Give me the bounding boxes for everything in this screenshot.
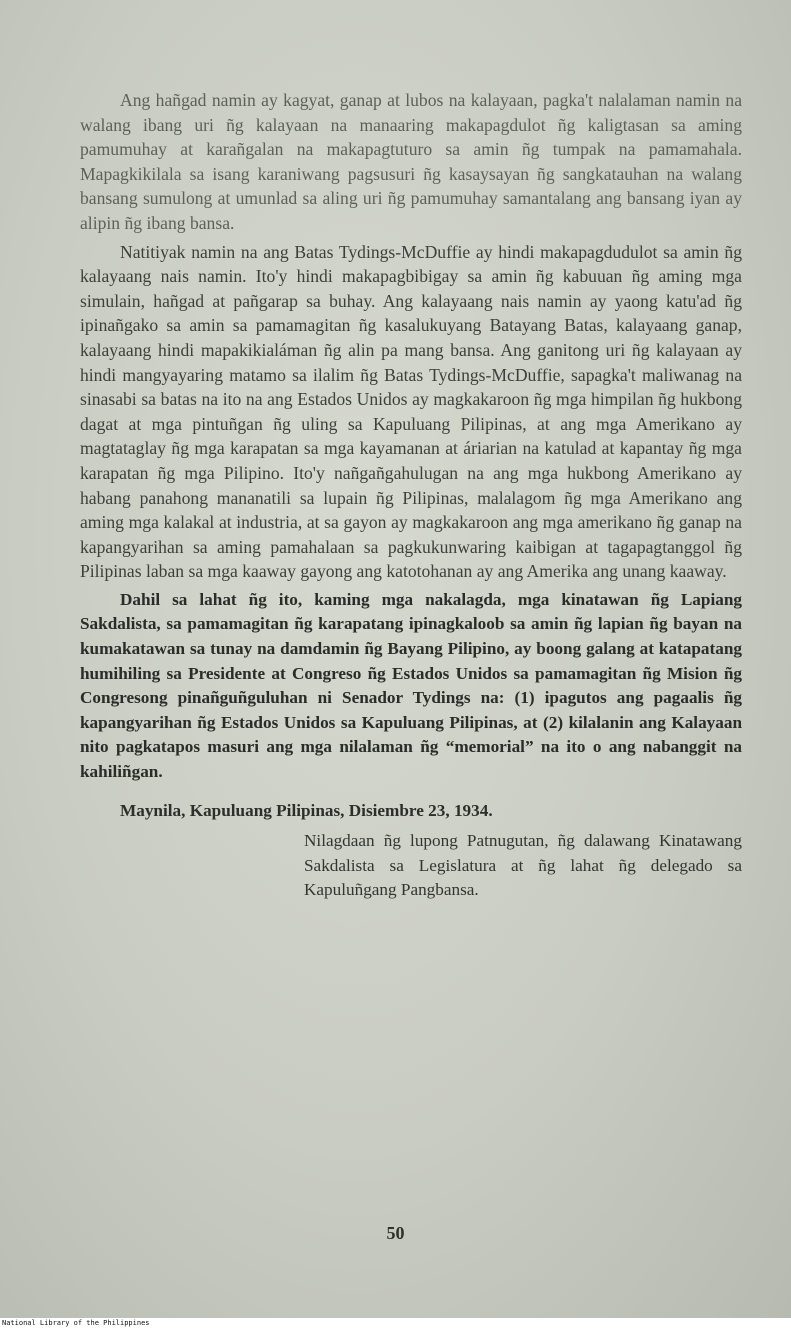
paragraph-3: Dahil sa lahat ñg ito, kaming mga nakalagda, mga kinatawan ñg Lapiang Sakdalista, sa pamamagitan ñg karapatang ipinagkaloob sa amin ñg lapian ñg bayan na kumakatawan sa tunay na damdamin ñg Bayang Pilipino, ay boong galang at katapatang humihiling sa Presidente at Congreso ñg Estados Unidos sa pamamagitan ñg Mision ñg Congresong pinañguñguluhan ni Senador Tydings na: (1) ipagutos ang pagaalis ñg kapangyarihan ñg Estados Unidos sa Kapuluang Pilipinas, at (2) kilalanin ang Kalayaan nito pagkatapos masuri ang mga nilalaman ñg “memorial” na ito o ang nabanggit na kahiliñgan. xyxy=(80,589,742,782)
signature-block: Nilagdaan ñg lupong Patnugutan, ñg dalawang Kinatawang Sakdalista sa Legislatura at ñg lahat ñg delegado sa Kapuluñgang Pangbansa. xyxy=(304,831,742,900)
paragraph-1: Ang hañgad namin ay kagyat, ganap at lubos na kalayaan, pagka't nalalaman namin na walang ibang uri ñg kalayaan na manaaring makapagdulot ñg kaligtasan sa aming pamumuhay at karañgalan na makapagtuturo sa amin ñg tumpak na pamamahala. Mapagkikilala sa isang karaniwang pagsusuri ñg kasaysayan ñg sangkatauhan na walang bansang sumulong at umunlad sa aling uri ñg pamumuhay samantalang ang bansang iyan ay alipin ñg ibang bansa. xyxy=(80,90,742,233)
paragraph-2: Natitiyak namin na ang Batas Tydings-McDuffie ay hindi makapagdudulot sa amin ñg kalayaang nais namin. Ito'y hindi makapagbibigay sa amin ñg kabuuan ñg aming mga simulain, hañgad at pañgarap sa buhay. Ang kalayaang nais namin ay yaong katu'ad ñg ipinañgako sa amin sa pamamagitan ñg kasalukuyang Batayang Batas, kalayaang ganap, kalayaang hindi mapakikialáman ñg alin pa mang bansa. Ang ganitong uri ñg kalayaan ay hindi mangyayaring matamo sa ilalim ñg Batas Tydings-McDuffie, sapagka't maliwanag na sinasabi sa batas na ito na ang Estados Unidos ay magkakaroon ñg mga himpilan ñg hukbong dagat at mga pintuñgan ñg uling sa Kapuluang Pilipinas, at ang mga Amerikano ay magtataglay ñg mga karapatan sa mga kayamanan at áriarian na katulad at kapantay ñg mga karapatan ñg mga Pilipino. Ito'y nañgañgahulugan na ang mga hukbong Amerikano ay habang panahong mananatili sa lupain ñg Pilipinas, malalagom ñg mga Amerikano ang aming mga kalakal at industria, at sa gayon ay magkakaroon ang mga amerikano ñg ganap na kapangyarihan sa aming pamahalaan sa pagkukunwaring kaibigan at tagapagtanggol ñg Pilipinas laban sa mga kaaway gayong ang katotohanan ay ang Amerika ang unang kaaway. xyxy=(80,241,742,582)
library-footer: National Library of the Philippines xyxy=(0,1318,791,1328)
date-line: Maynila, Kapuluang Pilipinas, Disiembre 23, 1934. xyxy=(120,800,493,820)
page-number: 50 xyxy=(386,1223,405,1243)
page-text xyxy=(80,88,742,903)
